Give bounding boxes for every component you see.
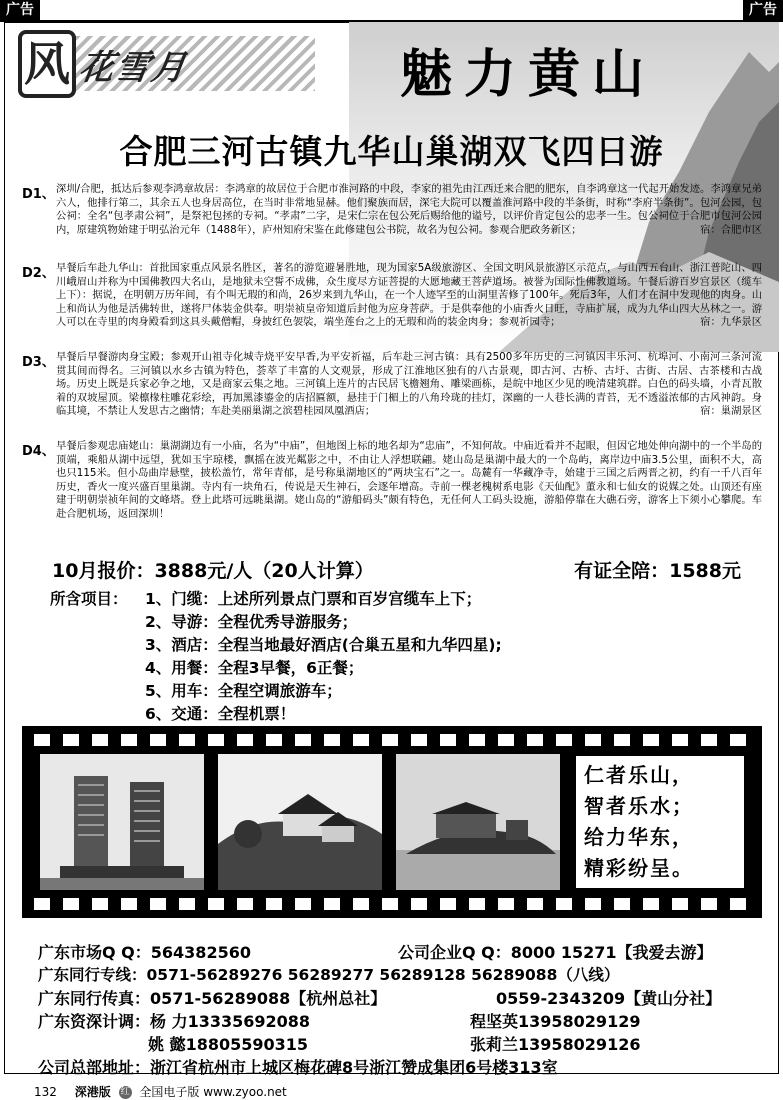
slogan-line: 智者乐水； (584, 794, 694, 818)
day-2 (22, 262, 762, 347)
photo-lake-temple (396, 754, 560, 890)
guide-price: 有证全陪：1588元 (574, 560, 741, 582)
day-text: 早餐后车赴九华山：首批国家重点风景名胜区，著名的游览避暑胜地，现为国家5A级旅游区、全国文明风景旅游区示范点，与山西五台山、浙江普陀山、四川峨眉山并称为中国佛教四大名山，是地狱未空誓不成佛，众生度尽方证菩提的大愿地藏王菩萨道场。被誉为国际性佛教道场。午餐后游百岁宫景区（缆车上下）：据说，在明朝万历年间，有个叫无瑕的和尚，26岁来到九华山，在一个人迹罕至的山洞里苦修了100年。死后3年，人们才在洞中发现他的肉身。山上和尚认为他是活佛转世，遂将尸体装金供奉。明崇祯皇帝知道后封他为应身菩萨。于是供奉他的小庙香火日旺，寺庙扩展，成为九华山四大丛林之一。游人可以在寺里的肉身殿看到这具头戴僧帽，身披红色袈裟，端坐莲台之上的无瑕和尚的装金肉身；参观祈园寺； 宿：九华景区 (56, 262, 762, 329)
brand-logo-name: 花雪月 (76, 48, 191, 88)
day-label: D3、 (22, 355, 55, 370)
included-item: 2、导游：全程优秀导游服务； (145, 613, 358, 631)
contact-address: 公司总部地址：浙江省杭州市上城区梅花碑8号浙江赞成集团6号楼313室 (38, 1058, 558, 1077)
contact-market-qq: 广东市场Q Q：564382560 (38, 943, 251, 962)
day-text: 深圳/合肥，抵达后参观李鸿章故居：李鸿章的故居位于合肥市淮河路的中段，李家的祖先由江西迁来合肥的肥东，自李鸿章这一代起开始发迹。李鸿章兄弟六人，他排行第二，其余五人也身居高位，在当时非常地显赫。他们聚族而居，深宅大院可以覆盖淮河路中段的半条街，时称“李府半条街”。包河公园，包公祠：全名“包孝肃公祠”，是祭祀包拯的专祠。“孝肃”二字，是宋仁宗在包公死后赐给他的谥号，以评价肯定包公的忠孝一生。包公祠位于合肥市包河公园内，原建筑物始建于明弘治元年（1488年），庐州知府宋鉴在此修建包公书院，故名为包公祠。参观合肥政务新区； 宿：合肥市区 (56, 183, 762, 236)
contact-fax-huangshan: 0559-2343209【黄山分社】 (496, 989, 722, 1008)
photo-city-towers (40, 754, 204, 890)
day-stay: 宿：合肥市区 (700, 223, 762, 236)
page-footer (34, 1083, 287, 1100)
slogan-line: 给力华东， (584, 825, 694, 849)
included-item: 5、用车：全程空调旅游车； (145, 682, 342, 700)
site-link[interactable]: 全国电子版 www.zyoo.net (139, 1085, 287, 1099)
contact-dispatch-1: 广东资深计调：杨 力13335692088 (38, 1012, 311, 1031)
included-item: 1、门缆：上述所列景点门票和百岁宫缆车上下； (145, 590, 482, 608)
included-label: 所含项目： (50, 590, 128, 608)
tour-price: 10月报价：3888元/人（20人计算） (52, 560, 374, 582)
day-4 (22, 440, 762, 540)
slogan-line: 仁者乐山， (584, 763, 694, 787)
film-strip (22, 726, 762, 918)
included-item: 4、用餐：全程3早餐，6正餐； (145, 659, 364, 677)
slogan-line: 精彩纷呈。 (584, 856, 694, 880)
contact-company-qq: 公司企业Q Q：8000 15271【我爱去游】 (398, 943, 713, 962)
ad-tag-right: 广告 (743, 0, 783, 20)
day-stay: 宿：巢湖景区 (700, 405, 762, 418)
contact-dispatch-2b: 张莉兰13958029126 (470, 1035, 641, 1054)
tour-title: 合肥三河古镇九华山巢湖双飞四日游 (119, 132, 664, 171)
contact-hotline: 广东同行专线：0571-56289276 56289277 56289128 56289088（八线） (38, 966, 620, 984)
contact-dispatch-2: 姚 懿18805590315 (148, 1035, 309, 1054)
day-1 (22, 183, 762, 253)
photo-village-hill (218, 754, 382, 890)
day-label: D1、 (22, 187, 55, 202)
day-3 (22, 351, 762, 431)
contact-fax: 广东同行传真：0571-56289088【杭州总社】 (38, 989, 387, 1008)
day-stay: 宿：九华景区 (700, 316, 762, 329)
film-holes-top (34, 734, 750, 746)
film-holes-bottom (34, 898, 750, 910)
page-number: 132 (34, 1085, 57, 1099)
day-label: D4、 (22, 444, 55, 459)
included-item: 6、交通：全程机票！ (145, 705, 296, 723)
contact-dispatch-1b: 程坚英13958029129 (470, 1012, 641, 1031)
brand-logo-mark: 风 (18, 30, 76, 98)
included-item: 3、酒店：全程当地最好酒店(合巢五星和九华四星); (145, 636, 502, 654)
day-text: 早餐后早餐游肉身宝殿；参观开山祖寺化城寺烧平安早香,为平安祈福，后车赴三河古镇：具有2500多年历史的三河镇因丰乐河、杭埠河、小南河三条河流贯其间而得名。三河镇以水乡古镇为特色，荟萃了丰富的人文观景，形成了江淮地区独有的八古景观，即古河、古桥、古圩、古街、古居、古茶楼和古战场。历史上既是兵家必争之地，又是商家云集之地。三河镇上连片的古民居飞檐翘角、雕梁画栋，是皖中地区少见的晚清建筑群。白色的码头墙，小青瓦散着的双坡屋顶。梁檩椽柱雕花彩绘，再加黑漆鎏金的店招匾额，悬挂于门楣上的八角玲珑的挂灯，深幽的一人巷长满的青苔，无不透溢浓郁的古风神韵。身临其境，不禁让人发思古之幽情；车赴美丽巢湖之滨碧桂园凤凰酒店； 宿：巢湖景区 (56, 351, 762, 418)
slogan-box (574, 754, 746, 890)
red-seal-icon: 红 (120, 1087, 130, 1097)
day-text: 早餐后参观忠庙姥山：巢湖湖边有一小庙，名为“中庙”，但地图上标的地名却为“忠庙”，不知何故。中庙近看并不起眼，但因它地处伸向湖中的一个半岛的顶端，乘船从湖中远望，犹如玉宇琼楼，飘摇在波光粼影之中，不由让人浮想联翩。姥山岛是巢湖中最大的一个岛屿，离岸边中庙3.5公里，面积不大，高也只115米。但小岛曲岸悬壁，披松盖竹，常年青郁，是号称巢湖地区的“两块宝石”之一。岛麓有一华藏净寺，始建于三国之后两晋之初，约有一千八百年历史，香火一度兴盛百里巢湖。寺内有一块角石，传说是天生神石，会逐年增高。寺前一棵老槐树系电影《天仙配》董永和七仙女的说媒之处。山顶还有座建于明朝崇祯年间的文峰塔。登上此塔可远眺巢湖。姥山岛的“游船码头”颇有特色，无任何人工码头设施，游船停靠在大礁石旁，游客上下须小心攀爬。车赴合肥机场，返回深圳！ (56, 440, 762, 520)
hero-title: 魅力黄山 (400, 44, 657, 105)
edition-label: 深港版 (74, 1085, 111, 1099)
day-label: D2、 (22, 266, 55, 281)
ad-tag-left: 广告 (0, 0, 40, 20)
